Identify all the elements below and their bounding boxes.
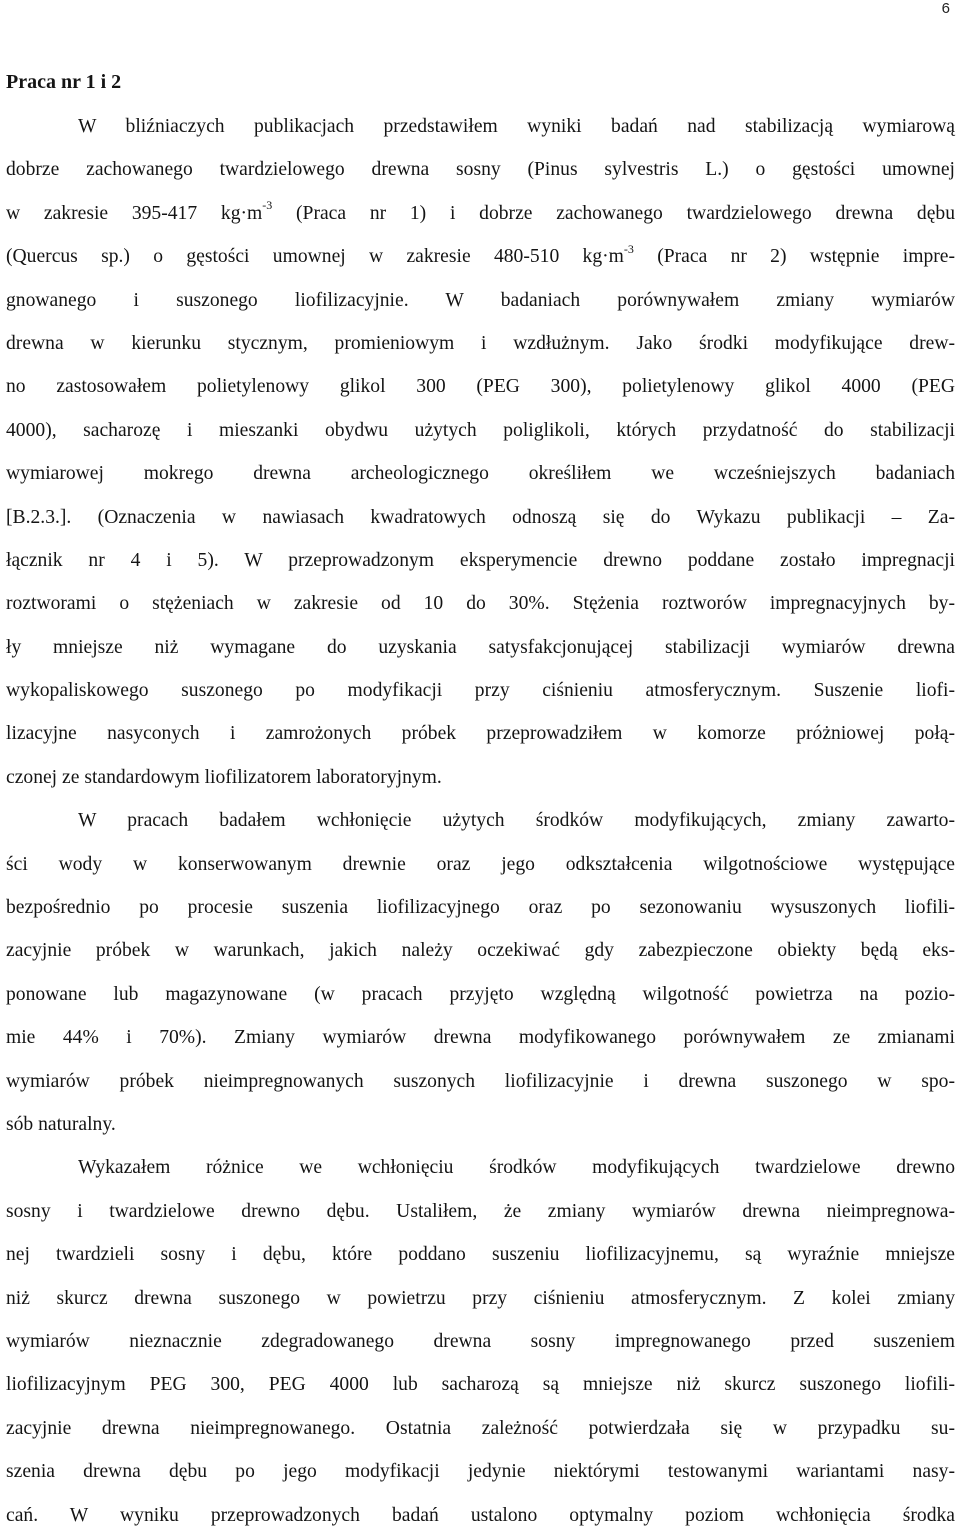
text-segment: w zakresie 395-417 kg·m bbox=[6, 202, 263, 224]
text-line: Wykazałem różnice we wchłonięciu środków modyfikujących twardzielowe drewno bbox=[78, 1157, 955, 1179]
text-line: wymiarów nieznacznie zdegradowanego drewna sosny impregnowanego przed suszeniem bbox=[6, 1330, 955, 1352]
paragraph-1 bbox=[6, 105, 955, 799]
text-line: roztworami o stężeniach w zakresie od 10 do 30%. Stężenia roztworów impregnacyjnych by- bbox=[6, 593, 955, 615]
text-line: ści wody w konserwowanym drewnie oraz jego odkształcenia wilgotnościowe występujące bbox=[6, 853, 955, 875]
text-line: W bliźniaczych publikacjach przedstawiłem wyniki badań nad stabilizacją wymiarową bbox=[78, 116, 955, 137]
text-line: wymiarowej mokrego drewna archeologicznego określiłem we wcześniejszych badaniach bbox=[6, 463, 955, 485]
text-line: nej twardzieli sosny i dębu, które poddano suszeniu liofilizacyjnemu, są wyraźnie mniejsze bbox=[6, 1244, 955, 1266]
text-line bbox=[6, 235, 955, 278]
superscript: -3 bbox=[262, 198, 273, 213]
text-line: liofilizacyjnym PEG 300, PEG 4000 lub sacharozą są mniejsze niż skurcz suszonego liofili- bbox=[6, 1374, 955, 1396]
text-line: bezpośrednio po procesie suszenia liofilizacyjnego oraz po sezonowaniu wysuszonych liofili- bbox=[6, 897, 955, 919]
text-line: niż skurcz drewna suszonego w powietrzu przy ciśnieniu atmosferycznym. Z kolei zmiany bbox=[6, 1287, 955, 1309]
text-segment: (Praca nr 2) wstępnie impre- bbox=[633, 246, 955, 268]
text-line: lizacyjne nasyconych i zamrożonych próbek przeprowadziłem w komorze próżniowej połą- bbox=[6, 723, 955, 745]
text-line: zacyjnie drewna nieimpregnowanego. Ostatnia zależność potwierdzała się w przypadku su- bbox=[6, 1417, 955, 1439]
text-line: czonej ze standardowym liofilizatorem laboratoryjnym. bbox=[6, 766, 442, 788]
body-text bbox=[6, 105, 955, 1537]
text-segment: (Praca nr 1) i dobrze zachowanego twardzielowego drewna dębu bbox=[272, 202, 955, 224]
text-line: [B.2.3.]. (Oznaczenia w nawiasach kwadratowych odnoszą się do Wykazu publikacji – Za- bbox=[6, 506, 955, 528]
text-line bbox=[6, 192, 955, 235]
text-line: zacyjnie próbek w warunkach, jakich należy oczekiwać gdy zabezpieczone obiekty będą eks- bbox=[6, 940, 955, 962]
text-line: gnowanego i suszonego liofilizacyjnie. W badaniach porównywałem zmiany wymiarów bbox=[6, 289, 955, 311]
paragraph-3 bbox=[6, 1146, 955, 1537]
text-line: wymiarów próbek nieimpregnowanych suszonych liofilizacyjnie i drewna suszonego w spo- bbox=[6, 1070, 955, 1092]
text-line: ły mniejsze niż wymagane do uzyskania satysfakcjonującej stabilizacji wymiarów drewna bbox=[6, 636, 955, 658]
text-line: drewna w kierunku stycznym, promieniowym i wzdłużnym. Jako środki modyfikujące drew- bbox=[6, 332, 955, 354]
text-line: mie 44% i 70%). Zmiany wymiarów drewna modyfikowanego porównywałem ze zmianami bbox=[6, 1027, 955, 1049]
section-heading: Praca nr 1 i 2 bbox=[6, 71, 122, 93]
text-line: sób naturalny. bbox=[6, 1113, 116, 1135]
text-line: dobrze zachowanego twardzielowego drewna sosny (Pinus sylvestris L.) o gęstości umownej bbox=[6, 159, 955, 181]
page-number: 6 bbox=[941, 0, 950, 17]
text-line: cań. W wyniku przeprowadzonych badań ustalono optymalny poziom wchłonięcia środka bbox=[6, 1504, 955, 1526]
paragraph-2 bbox=[6, 799, 955, 1146]
text-line: wykopaliskowego suszonego po modyfikacji przy ciśnieniu atmosferycznym. Suszenie liofi- bbox=[6, 680, 955, 702]
text-line: no zastosowałem polietylenowy glikol 300 (PEG 300), polietylenowy glikol 4000 (PEG bbox=[6, 376, 955, 398]
text-segment: (Quercus sp.) o gęstości umownej w zakresie 480-510 kg·m bbox=[6, 246, 624, 268]
text-line: szenia drewna dębu po jego modyfikacji jedynie niektórymi testowanymi wariantami nasy- bbox=[6, 1461, 955, 1483]
text-line: łącznik nr 4 i 5). W przeprowadzonym eksperymencie drewno poddane zostało impregnacji bbox=[6, 549, 955, 571]
text-line: 4000), sacharozę i mieszanki obydwu użytych poliglikoli, których przydatność do stabilizacji bbox=[6, 419, 955, 441]
superscript: -3 bbox=[623, 241, 634, 256]
text-line: ponowane lub magazynowane (w pracach przyjęto względną wilgotność powietrza na pozio- bbox=[6, 983, 955, 1005]
text-line: W pracach badałem wchłonięcie użytych środków modyfikujących, zmiany zawarto- bbox=[78, 810, 955, 832]
text-line: sosny i twardzielowe drewno dębu. Ustaliłem, że zmiany wymiarów drewna nieimpregnowa- bbox=[6, 1200, 955, 1222]
